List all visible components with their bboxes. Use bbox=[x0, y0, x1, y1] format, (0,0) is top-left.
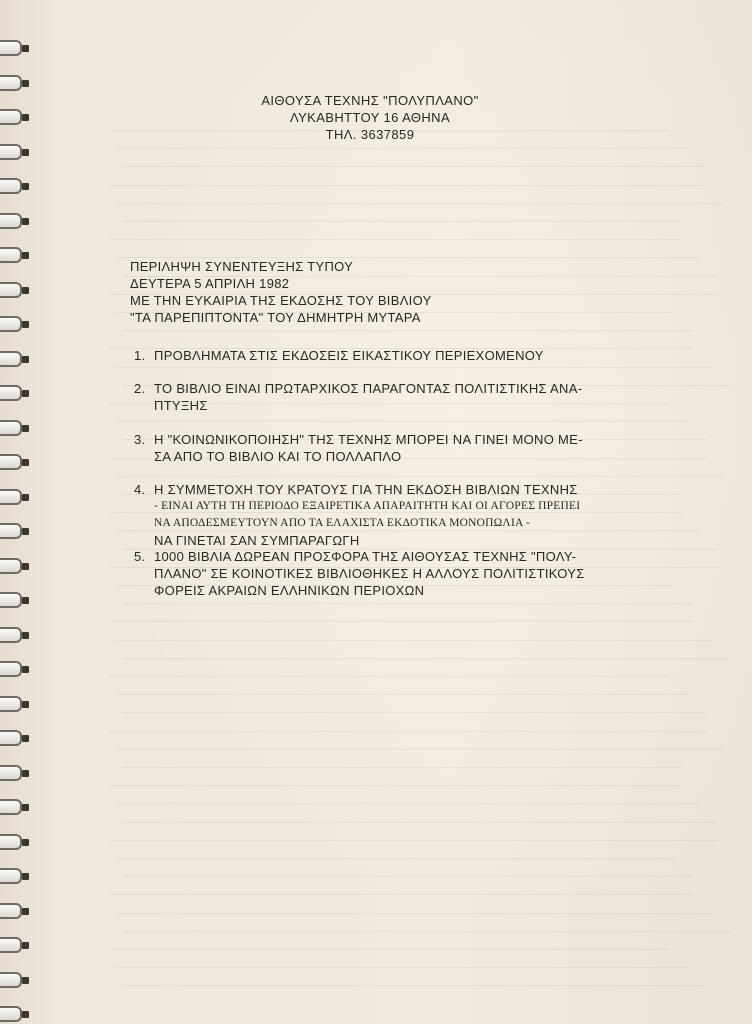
binding-ring bbox=[0, 109, 30, 127]
summary-date: ΔΕΥΤΕΡΑ 5 ΑΠΡΙΛΗ 1982 bbox=[130, 276, 290, 291]
ghost-line bbox=[116, 694, 688, 695]
ghost-line bbox=[116, 367, 712, 368]
summary-occasion: ΜΕ ΤΗΝ ΕΥΚΑΙΡΙΑ ΤΗΣ ΕΚΔΟΣΗΣ ΤΟΥ ΒΙΒΛΙΟΥ bbox=[130, 293, 432, 308]
binding-ring bbox=[0, 937, 30, 955]
binding-ring bbox=[0, 247, 30, 265]
ghost-line bbox=[122, 330, 694, 331]
item-number: 1. bbox=[134, 348, 146, 363]
ghost-line bbox=[116, 640, 712, 641]
ghost-line bbox=[110, 840, 718, 841]
ghost-line bbox=[110, 894, 694, 895]
binding-ring bbox=[0, 282, 30, 300]
ghost-line bbox=[122, 767, 682, 768]
ghost-line bbox=[110, 676, 670, 677]
summary-title: ΠΕΡΙΛΗΨΗ ΣΥΝΕΝΤΕΥΞΗΣ ΤΥΠΟΥ bbox=[130, 259, 354, 274]
binding-ring bbox=[0, 799, 30, 817]
binding-ring bbox=[0, 558, 30, 576]
binding-ring bbox=[0, 316, 30, 334]
item-number: 4. bbox=[134, 482, 146, 497]
ghost-line bbox=[110, 621, 694, 622]
item-subtext: ΝΑ ΑΠΟΔΕΣΜΕΥΤΟΥΝ ΑΠΟ ΤΑ ΕΛΑΧΙΣΤΑ ΕΚΔΟΤΙΚΑ ΜΟΝΟΠΩΛΙΑ - bbox=[154, 517, 530, 529]
gallery-name: ΑΙΘΟΥΣΑ ΤΕΧΝΗΣ "ΠΟΛΥΠΛΑΝΟ" bbox=[261, 93, 479, 108]
binding-ring bbox=[0, 454, 30, 472]
ghost-line bbox=[116, 421, 688, 422]
ghost-line bbox=[116, 476, 724, 477]
binding-ring bbox=[0, 661, 30, 679]
binding-ring bbox=[0, 972, 30, 990]
ghost-line bbox=[110, 239, 682, 240]
item-number: 3. bbox=[134, 432, 146, 447]
item-text: ΦΟΡΕΙΣ ΑΚΡΑΙΩΝ ΕΛΛΗΝΙΚΩΝ ΠΕΡΙΟΧΩΝ bbox=[154, 583, 425, 598]
binding-ring bbox=[0, 730, 30, 748]
ghost-line bbox=[122, 931, 730, 932]
binding-ring bbox=[0, 903, 30, 921]
ghost-line bbox=[122, 985, 706, 986]
binding-ring bbox=[0, 75, 30, 93]
ghost-line bbox=[122, 221, 682, 222]
ghost-line bbox=[116, 858, 676, 859]
ghost-line bbox=[122, 876, 694, 877]
ghost-line bbox=[122, 712, 706, 713]
gallery-address: ΛΥΚΑΒΗΤΤΟΥ 16 ΑΘΗΝΑ bbox=[289, 110, 451, 125]
ghost-line bbox=[110, 785, 682, 786]
ghost-line bbox=[116, 803, 700, 804]
item-text: Η ΣΥΜΜΕΤΟΧΗ ΤΟΥ ΚΡΑΤΟΥΣ ΓΙΑ ΤΗΝ ΕΚΔΟΣΗ ΒΙΒΛΙΩΝ ΤΕΧΝΗΣ bbox=[154, 482, 578, 497]
ghost-line bbox=[116, 148, 688, 149]
item-text: 1000 ΒΙΒΛΙΑ ΔΩΡΕΑΝ ΠΡΟΣΦΟΡΑ ΤΗΣ ΑΙΘΟΥΣΑΣ ΤΕΧΝΗΣ "ΠΟΛΥ- bbox=[154, 549, 577, 564]
item-text: ΣΑ ΑΠΟ ΤΟ ΒΙΒΛΙΟ ΚΑΙ ΤΟ ΠΟΛΛΑΠΛΟ bbox=[154, 449, 402, 464]
spiral-binding bbox=[0, 0, 36, 1024]
binding-ring bbox=[0, 40, 30, 58]
binding-ring bbox=[0, 489, 30, 507]
ghost-line bbox=[110, 185, 706, 186]
binding-ring bbox=[0, 1006, 30, 1024]
ghost-line bbox=[116, 203, 724, 204]
binding-ring bbox=[0, 868, 30, 886]
binding-ring bbox=[0, 523, 30, 541]
binding-ring bbox=[0, 834, 30, 852]
ghost-line bbox=[122, 603, 694, 604]
binding-ring bbox=[0, 351, 30, 369]
press-summary-heading bbox=[130, 258, 690, 326]
ghost-line bbox=[122, 658, 730, 659]
ghost-line bbox=[116, 913, 712, 914]
ghost-line bbox=[110, 731, 706, 732]
item-text: ΠΤΥΞΗΣ bbox=[154, 398, 208, 413]
binding-ring bbox=[0, 385, 30, 403]
binding-ring bbox=[0, 178, 30, 196]
ghost-line bbox=[116, 749, 724, 750]
summary-book: "ΤΑ ΠΑΡΕΠΙΠΤΟΝΤΑ" ΤΟΥ ΔΗΜΗΤΡΗ ΜΥΤΑΡΑ bbox=[130, 310, 421, 325]
item-number: 2. bbox=[134, 381, 146, 396]
binding-ring bbox=[0, 213, 30, 231]
ghost-line bbox=[116, 967, 688, 968]
item-text: ΤΟ ΒΙΒΛΙΟ ΕΙΝΑΙ ΠΡΩΤΑΡΧΙΚΟΣ ΠΑΡΑΓΟΝΤΑΣ ΠΟΛΙΤΙΣΤΙΚΗΣ ΑΝΑ- bbox=[154, 381, 583, 396]
ghost-line bbox=[122, 166, 706, 167]
binding-ring bbox=[0, 696, 30, 714]
binding-ring bbox=[0, 144, 30, 162]
ghost-line bbox=[110, 949, 670, 950]
gallery-phone: ΤΗΛ. 3637859 bbox=[325, 127, 415, 142]
item-number: 5. bbox=[134, 549, 146, 564]
binding-ring bbox=[0, 765, 30, 783]
item-text: Η "ΚΟΙΝΩΝΙΚΟΠΟΙΗΣΗ" ΤΗΣ ΤΕΧΝΗΣ ΜΠΟΡΕΙ ΝΑ ΓΙΝΕΙ ΜΟΝΟ ΜΕ- bbox=[154, 432, 583, 447]
item-text: ΠΡΟΒΛΗΜΑΤΑ ΣΤΙΣ ΕΚΔΟΣΕΙΣ ΕΙΚΑΣΤΙΚΟΥ ΠΕΡΙΕΧΟΜΕΝΟΥ bbox=[154, 348, 544, 363]
binding-ring bbox=[0, 627, 30, 645]
binding-ring bbox=[0, 592, 30, 610]
ghost-line bbox=[122, 822, 718, 823]
binding-ring bbox=[0, 420, 30, 438]
letterhead bbox=[180, 92, 560, 143]
item-text: ΠΛΑΝΟ" ΣΕ ΚΟΙΝΟΤΙΚΕΣ ΒΙΒΛΙΟΘΗΚΕΣ Η ΑΛΛΟΥΣ ΠΟΛΙΤΙΣΤΙΚΟΥΣ bbox=[154, 566, 585, 581]
item-subtext: - ΕΙΝΑΙ ΑΥΤΗ ΤΗ ΠΕΡΙΟΔΟ ΕΞΑΙΡΕΤΙΚΑ ΑΠΑΡΑΙΤΗΤΗ ΚΑΙ ΟΙ ΑΓΟΡΕΣ ΠΡΕΠΕΙ bbox=[154, 500, 581, 512]
item-text: ΝΑ ΓΙΝΕΤΑΙ ΣΑΝ ΣΥΜΠΑΡΑΓΩΓΗ bbox=[154, 533, 360, 548]
